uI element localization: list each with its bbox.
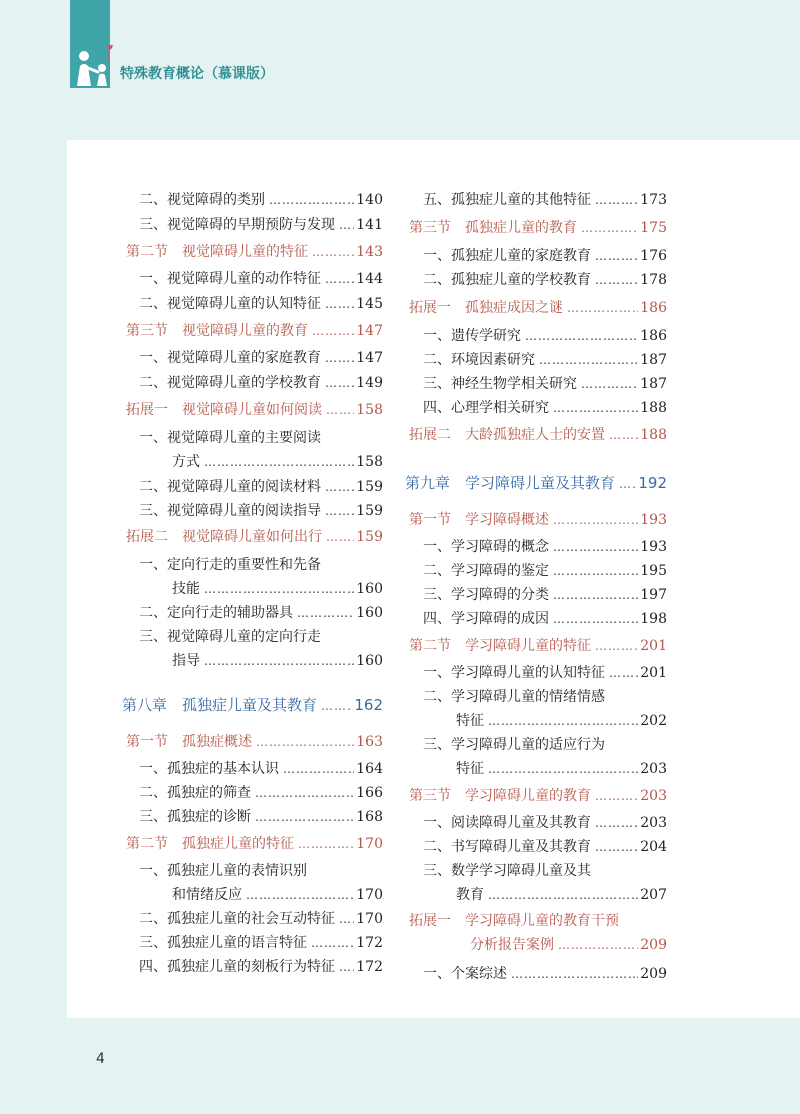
toc-chapter-entry[interactable]: 第八章 孤独症儿童及其教育 …………………………………………………………………………………… 162 [122, 695, 383, 715]
toc-entry[interactable]: 一、学习障碍儿童的认知特征 …………………………………………………………………………………… 201 [423, 663, 667, 683]
toc-chapter-entry[interactable]: 第九章 学习障碍儿童及其教育 …………………………………………………………………………………… 192 [405, 473, 667, 493]
toc-entry[interactable]: 三、视觉障碍儿童的阅读指导 …………………………………………………………………………………… 159 [139, 501, 383, 521]
toc-entry[interactable]: 一、视觉障碍儿童的动作特征 …………………………………………………………………………………… 144 [139, 269, 383, 289]
toc-entry-first-line: 三、视觉障碍儿童的定向行走 [139, 629, 321, 645]
toc-entry[interactable]: 指导 …………………………………………………………………………………… 160 [172, 651, 383, 671]
toc-entry-first-line: 一、定向行走的重要性和先备 [139, 557, 321, 573]
toc-extension-entry[interactable]: 拓展二 视觉障碍儿童如何出行 …………………………………………………………………………………… 159 [126, 527, 383, 547]
toc-entry-first-line: 三、数学学习障碍儿童及其 [423, 863, 591, 879]
toc-extension-entry[interactable]: 分析报告案例 …………………………………………………………………………………… 209 [470, 935, 667, 955]
toc-extension-entry[interactable]: 拓展二 大龄孤独症人士的安置 …………………………………………………………………………………… 188 [409, 425, 667, 445]
toc-entry[interactable]: 技能 …………………………………………………………………………………… 160 [172, 579, 383, 599]
toc-section-entry[interactable]: 第一节 学习障碍概述 …………………………………………………………………………………… 193 [409, 510, 667, 530]
toc-page [67, 140, 800, 1018]
toc-entry-first-line: 二、学习障碍儿童的情绪情感 [423, 689, 605, 705]
toc-entry[interactable]: 二、定向行走的辅助器具 …………………………………………………………………………………… 160 [139, 603, 383, 623]
toc-entry[interactable]: 一、孤独症的基本认识 …………………………………………………………………………………… 164 [139, 759, 383, 779]
toc-entry[interactable]: 方式 …………………………………………………………………………………… 158 [172, 452, 383, 472]
toc-entry[interactable]: 二、视觉障碍儿童的学校教育 …………………………………………………………………………………… 149 [139, 373, 383, 393]
toc-section-entry[interactable]: 第三节 学习障碍儿童的教育 …………………………………………………………………………………… 203 [409, 786, 667, 806]
toc-section-entry[interactable]: 第二节 视觉障碍儿童的特征 …………………………………………………………………………………… 143 [126, 242, 383, 262]
toc-entry[interactable]: 一、孤独症儿童的家庭教育 …………………………………………………………………………………… 176 [423, 246, 667, 266]
toc-section-entry[interactable]: 第二节 学习障碍儿童的特征 …………………………………………………………………………………… 201 [409, 636, 667, 656]
toc-entry[interactable]: 一、阅读障碍儿童及其教育 …………………………………………………………………………………… 203 [423, 813, 667, 833]
toc-entry[interactable]: 特征 …………………………………………………………………………………… 203 [456, 759, 667, 779]
toc-entry[interactable]: 和情绪反应 …………………………………………………………………………………… 170 [172, 885, 383, 905]
book-title: 特殊教育概论（慕课版） [120, 66, 274, 82]
toc-entry[interactable]: 三、学习障碍的分类 …………………………………………………………………………………… 197 [423, 585, 667, 605]
toc-entry[interactable]: 五、孤独症儿童的其他特征 …………………………………………………………………………………… 173 [423, 190, 667, 210]
family-logo-icon [72, 44, 116, 88]
toc-section-entry[interactable]: 第二节 孤独症儿童的特征 …………………………………………………………………………………… 170 [126, 834, 383, 854]
toc-extension-entry[interactable]: 拓展一 孤独症成因之谜 …………………………………………………………………………………… 186 [409, 298, 667, 318]
toc-entry[interactable]: 一、遗传学研究 …………………………………………………………………………………… 186 [423, 326, 667, 346]
toc-entry[interactable]: 二、视觉障碍的类别 …………………………………………………………………………………… 140 [139, 190, 383, 210]
toc-entry[interactable]: 一、学习障碍的概念 …………………………………………………………………………………… 193 [423, 537, 667, 557]
toc-entry[interactable]: 二、学习障碍的鉴定 …………………………………………………………………………………… 195 [423, 561, 667, 581]
toc-entry[interactable]: 一、个案综述 …………………………………………………………………………………… 209 [423, 964, 667, 984]
toc-entry[interactable]: 三、神经生物学相关研究 …………………………………………………………………………………… 187 [423, 374, 667, 394]
page-number: 4 [96, 1051, 105, 1067]
toc-entry[interactable]: 四、心理学相关研究 …………………………………………………………………………………… 188 [423, 398, 667, 418]
toc-section-entry[interactable]: 第三节 孤独症儿童的教育 …………………………………………………………………………………… 175 [409, 218, 667, 238]
toc-entry[interactable]: 三、孤独症儿童的语言特征 …………………………………………………………………………………… 172 [139, 933, 383, 953]
toc-entry[interactable]: 二、孤独症儿童的社会互动特征 …………………………………………………………………………………… 170 [139, 909, 383, 929]
toc-entry-first-line: 三、学习障碍儿童的适应行为 [423, 737, 605, 753]
toc-entry[interactable]: 四、学习障碍的成因 …………………………………………………………………………………… 198 [423, 609, 667, 629]
toc-entry[interactable]: 二、孤独症儿童的学校教育 …………………………………………………………………………………… 178 [423, 270, 667, 290]
toc-entry[interactable]: 一、视觉障碍儿童的家庭教育 …………………………………………………………………………………… 147 [139, 348, 383, 368]
toc-entry[interactable]: 特征 …………………………………………………………………………………… 202 [456, 711, 667, 731]
toc-entry[interactable]: 二、视觉障碍儿童的认知特征 …………………………………………………………………………………… 145 [139, 294, 383, 314]
toc-entry[interactable]: 二、环境因素研究 …………………………………………………………………………………… 187 [423, 350, 667, 370]
toc-extension-entry[interactable]: 拓展一 视觉障碍儿童如何阅读 …………………………………………………………………………………… 158 [126, 400, 383, 420]
toc-entry-first-line: 一、视觉障碍儿童的主要阅读 [139, 430, 321, 446]
toc-section-entry[interactable]: 第一节 孤独症概述 …………………………………………………………………………………… 163 [126, 732, 383, 752]
toc-entry[interactable]: 二、书写障碍儿童及其教育 …………………………………………………………………………………… 204 [423, 837, 667, 857]
toc-extension-first-line: 拓展一 学习障碍儿童的教育干预 [409, 913, 619, 929]
toc-section-entry[interactable]: 第三节 视觉障碍儿童的教育 …………………………………………………………………………………… 147 [126, 321, 383, 341]
toc-entry[interactable]: 三、视觉障碍的早期预防与发现 …………………………………………………………………………………… 141 [139, 215, 383, 235]
toc-entry-first-line: 一、孤独症儿童的表情识别 [139, 863, 307, 879]
toc-entry[interactable]: 二、孤独症的筛查 …………………………………………………………………………………… 166 [139, 783, 383, 803]
toc-entry[interactable]: 二、视觉障碍儿童的阅读材料 …………………………………………………………………………………… 159 [139, 477, 383, 497]
toc-entry[interactable]: 三、孤独症的诊断 …………………………………………………………………………………… 168 [139, 807, 383, 827]
toc-entry[interactable]: 教育 …………………………………………………………………………………… 207 [456, 885, 667, 905]
toc-entry[interactable]: 四、孤独症儿童的刻板行为特征 …………………………………………………………………………………… 172 [139, 957, 383, 977]
